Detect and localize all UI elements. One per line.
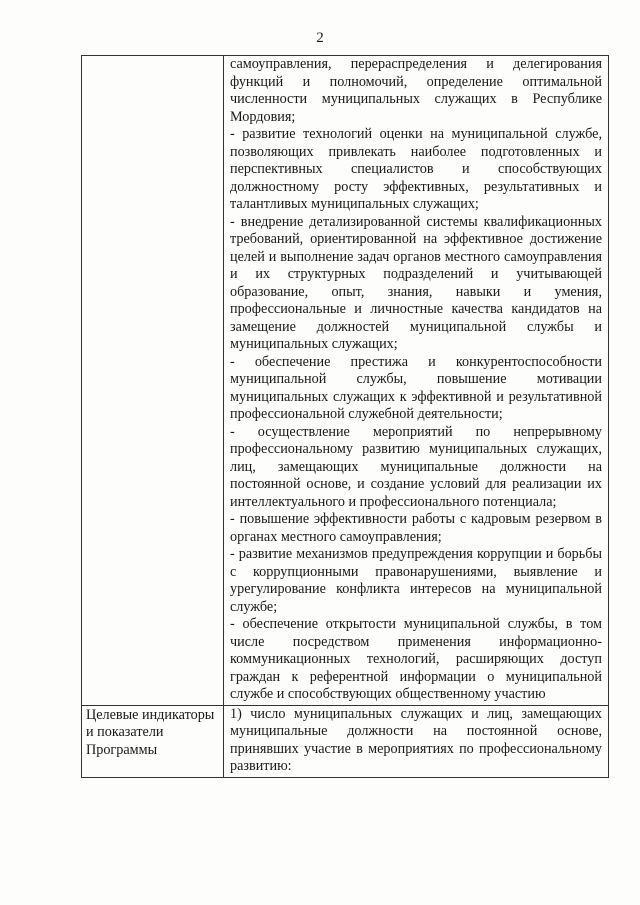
paragraph: - повышение эффективности работы с кадровым резервом в органах местного самоуправления; xyxy=(230,511,602,545)
paragraph: - обеспечение открытости муниципальной службы, в том числе посредством применения информационно-коммуникационных технологий, расширяющих доступ граждан к референтной информации о муниципальной службе и способствующих общественному участию xyxy=(230,616,602,702)
paragraph: - обеспечение престижа и конкурентоспособности муниципальной службы, повышение мотивации муниципальных служащих к эффективной и результативной профессиональной служебной деятельности; xyxy=(230,353,602,422)
table-row xyxy=(82,705,609,777)
paragraph: 1) число муниципальных служащих и лиц, замещающих муниципальные должности на постоянной основе, принявших участие в мероприятиях по профессиональному развитию: xyxy=(230,705,602,774)
table-row xyxy=(82,56,609,706)
paragraph: - развитие механизмов предупреждения коррупции и борьбы с коррупционными правонарушениями, выявление и урегулирование конфликта интересов на муниципальной службе; xyxy=(230,546,602,615)
paragraph: самоуправления, перераспределения и делегирования функций и полномочий, определение оптимальной численности муниципальных служащих в Республике Мордовия; xyxy=(230,56,602,125)
page-number: 2 xyxy=(316,30,324,46)
row-label-cell: Целевые индикаторы и показатели Программы xyxy=(82,705,224,777)
paragraph-list xyxy=(230,706,602,776)
paragraph-list xyxy=(230,56,602,704)
paragraph: - осуществление мероприятий по непрерывному профессиональному развитию муниципальных служащих, лиц, замещающих муниципальные должности на постоянной основе, и создание условий для реализации их интеллектуального и профессионального потенциала; xyxy=(230,423,602,510)
paragraph: - развитие технологий оценки на муниципальной службе, позволяющих привлекать наиболее подготовленных и перспективных специалистов и способствующих должностному росту эффективных, результативных и талантливых муниципальных служащих; xyxy=(230,126,602,212)
row-content-cell xyxy=(224,56,609,706)
row-content-cell xyxy=(224,705,609,777)
row-label-cell xyxy=(82,56,224,706)
paragraph: - внедрение детализированной системы квалификационных требований, ориентированной на эффективное достижение целей и выполнение задач органов местного самоуправления и их структурных подразделений и учитывающей образование, опыт, знания, навыки и умения, профессиональные и личностные качества кандидатов на замещение должностей муниципальной службы и муниципальных служащих; xyxy=(230,213,602,352)
program-passport-table xyxy=(81,55,609,778)
